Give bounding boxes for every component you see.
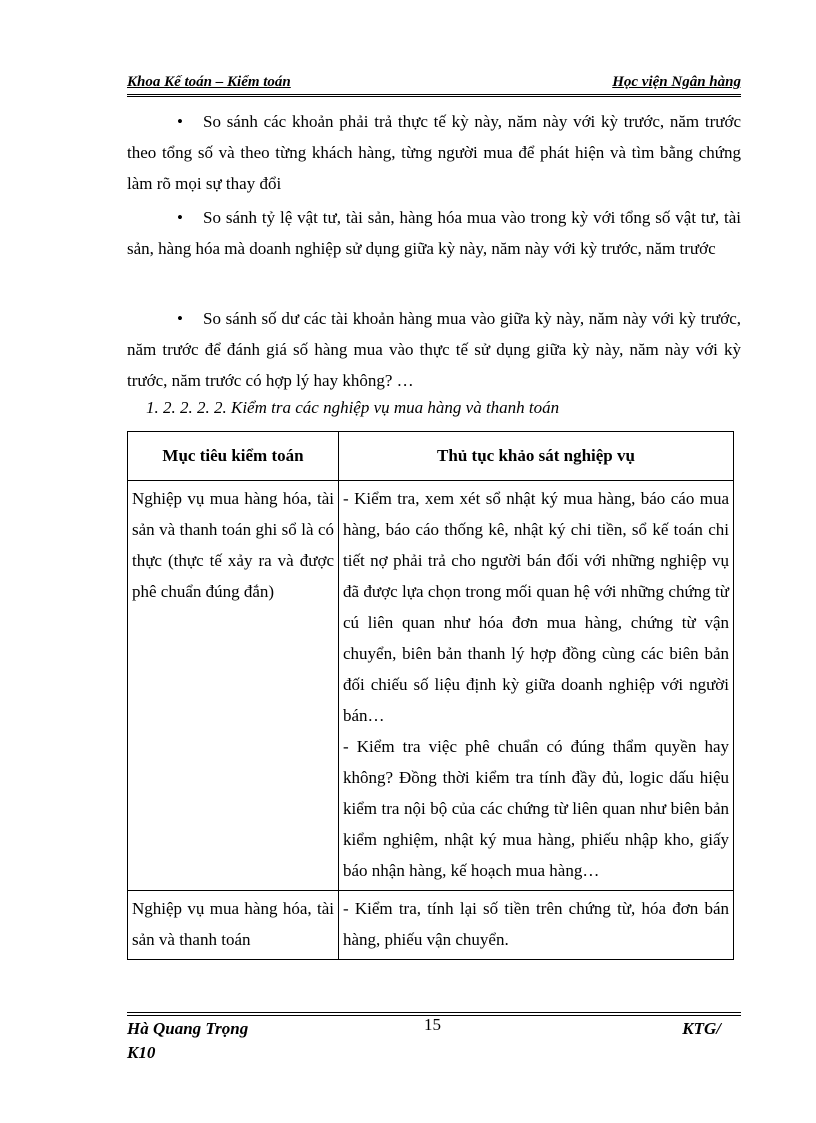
- bullet-paragraph: [127, 106, 741, 199]
- procedure-text: - Kiểm tra việc phê chuẩn có đúng thẩm quyền hay không? Đồng thời kiểm tra tính đầy đủ, logic dấu hiệu kiểm tra nội bộ của các chứng từ liên quan như biên bản kiểm nghiệm, nhật ký mua hàng, phiếu nhập kho, giấy báo nhận hàng, kế hoạch mua hàng…: [343, 737, 729, 880]
- column-header-objective: Mục tiêu kiểm toán: [128, 432, 339, 481]
- footer-author: Hà Quang Trọng: [127, 1019, 249, 1038]
- header-institution: Học viện Ngân hàng: [612, 74, 741, 90]
- page-number: 15: [424, 1015, 441, 1034]
- header-faculty: Khoa Kế toán – Kiểm toán: [127, 74, 291, 90]
- column-header-procedure: Thủ tục khảo sát nghiệp vụ: [339, 432, 734, 481]
- procedure-cell: [339, 891, 734, 960]
- objective-cell: [128, 891, 339, 960]
- bullet-icon: •: [177, 309, 183, 328]
- bullet-text: So sánh số dư các tài khoản hàng mua vào giữa kỳ này, năm này với kỳ trước, năm trước để đánh giá số hàng mua vào thực tế sử dụng giữa kỳ này, năm này với kỳ trước, năm trước có hợp lý hay không? …: [127, 309, 741, 390]
- bullet-text: So sánh các khoản phải trả thực tế kỳ này, năm này với kỳ trước, năm trước theo tổng số và theo từng khách hàng, từng người mua để phát hiện và tìm bằng chứng làm rõ mọi sự thay đổi: [127, 112, 741, 193]
- bullet-text: So sánh tỷ lệ vật tư, tài sản, hàng hóa mua vào trong kỳ với tổng số vật tư, tài sản, hàng hóa mà doanh nghiệp sử dụng giữa kỳ này, năm này với kỳ trước, năm trước: [127, 208, 741, 258]
- bullet-icon: •: [177, 208, 183, 227]
- objective-text: Nghiệp vụ mua hàng hóa, tài sản và thanh toán ghi sổ là có thực (thực tế xảy ra và được phê chuẩn đúng đắn): [132, 489, 334, 601]
- table-row: [128, 481, 734, 891]
- header-divider: [127, 96, 741, 97]
- section-heading: 1. 2. 2. 2. 2. Kiểm tra các nghiệp vụ mua hàng và thanh toán: [146, 398, 560, 417]
- objective-text: Nghiệp vụ mua hàng hóa, tài sản và thanh toán: [132, 899, 334, 949]
- footer-code: KTG/: [682, 1019, 721, 1038]
- page-header: [127, 72, 741, 95]
- audit-table: [127, 431, 734, 960]
- bullet-paragraph: [127, 202, 741, 264]
- footer-divider: [127, 1012, 741, 1013]
- table-header-row: [128, 432, 734, 481]
- table-row: [128, 891, 734, 960]
- procedure-cell: [339, 481, 734, 891]
- footer-class: K10: [127, 1043, 156, 1062]
- bullet-paragraph: [127, 303, 741, 396]
- bullet-icon: •: [177, 112, 183, 131]
- procedure-text: - Kiểm tra, xem xét sổ nhật ký mua hàng, báo cáo mua hàng, báo cáo thống kê, nhật ký chi tiền, sổ kế toán chi tiết nợ phải trả cho người bán đối với những nghiệp vụ đã được lựa chọn trong mối quan hệ với những chứng từ cú liên quan như hóa đơn mua hàng, chứng từ vận chuyển, biên bản thanh lý hợp đồng cùng các biên bản đối chiếu số liệu định kỳ giữa doanh nghiệp với người bán…: [343, 489, 729, 725]
- procedure-text: - Kiểm tra, tính lại số tiền trên chứng từ, hóa đơn bán hàng, phiếu vận chuyển.: [343, 899, 729, 949]
- objective-cell: [128, 481, 339, 891]
